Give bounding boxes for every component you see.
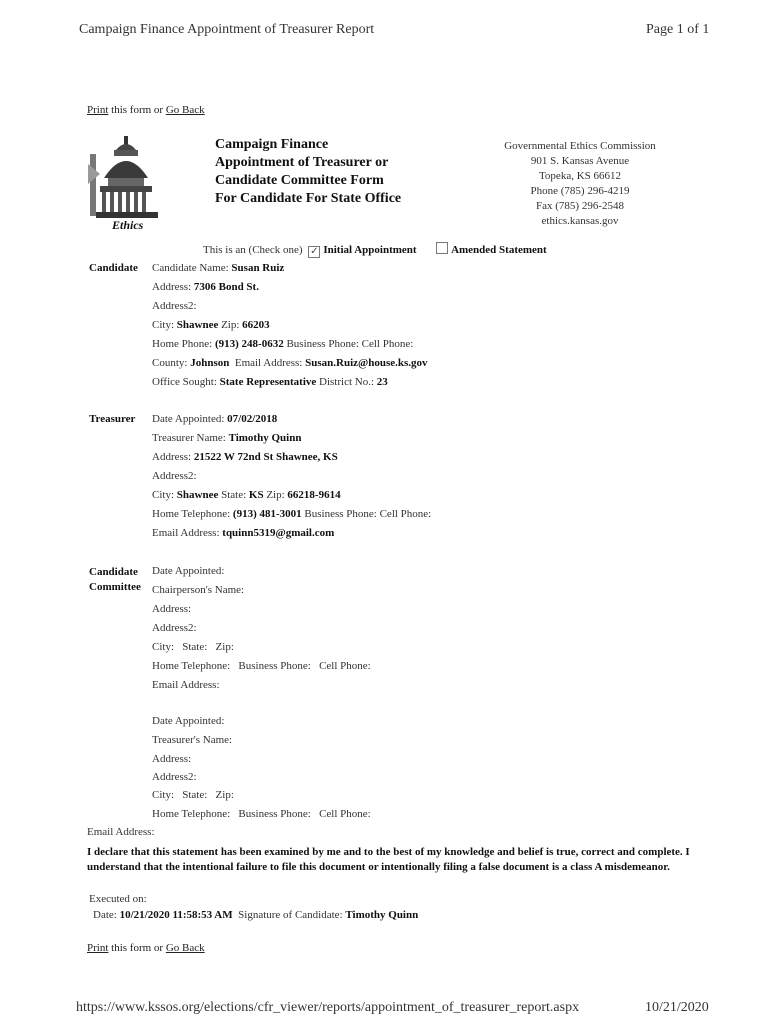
top-nav — [87, 104, 205, 116]
committee-date-row: Date Appointed: — [152, 565, 225, 577]
go-back-link[interactable]: Go Back — [165, 104, 205, 116]
section-label-line: Committee — [89, 581, 141, 593]
treasurer-email: tquinn5319@gmail.com — [222, 527, 335, 539]
footer-date: 10/21/2020 — [645, 1000, 709, 1015]
field-label: Address: — [152, 451, 192, 463]
form-title-line: Appointment of Treasurer or — [215, 155, 389, 170]
ctreasurer-phone-row: Home Telephone: Business Phone: Cell Phone: — [152, 808, 371, 820]
initial-appointment-checkbox[interactable]: ✓ — [310, 246, 319, 257]
bottom-nav — [87, 942, 205, 954]
treasurer-city-row — [152, 489, 341, 501]
field-label: Email Address: — [234, 357, 303, 369]
field-label: City: — [152, 319, 175, 331]
field-label: Email Address: — [152, 527, 220, 539]
signature: Timothy Quinn — [345, 909, 419, 921]
candidate-name: Susan Ruiz — [231, 262, 285, 274]
candidate-address2-row: Address2: — [152, 300, 197, 312]
field-label: Office Sought: — [152, 376, 217, 388]
nav-text: this form or — [111, 942, 164, 954]
ctreasurer-name-row: Treasurer's Name: — [152, 734, 233, 746]
form-title — [215, 136, 401, 208]
ethics-logo — [86, 134, 172, 234]
treasurer-phone-row — [152, 508, 431, 520]
candidate-zip: 66203 — [242, 319, 270, 331]
go-back-link[interactable]: Go Back — [165, 942, 205, 954]
treasurer-address: 21522 W 72nd St Shawnee, KS — [193, 451, 338, 463]
nav-text: this form or — [111, 104, 164, 116]
form-title-line: For Candidate For State Office — [215, 191, 402, 206]
treasurer-address2-row: Address2: — [152, 470, 197, 482]
field-label: Address: — [152, 281, 192, 293]
treasurer-date: 07/02/2018 — [227, 413, 278, 425]
treasurer-section-label: Treasurer — [89, 413, 136, 425]
treasurer-city: Shawnee — [176, 489, 219, 501]
candidate-office: State Representative — [219, 376, 317, 388]
executed-row — [93, 909, 418, 921]
committee-address2-row: Address2: — [152, 622, 197, 634]
field-label: State: — [221, 489, 247, 501]
field-label: Home Phone: — [152, 338, 213, 350]
candidate-county-row — [152, 357, 428, 369]
field-label: Date: — [93, 909, 117, 921]
ctreasurer-city-row: City: State: Zip: — [152, 789, 234, 801]
page-number: Page 1 of 1 — [646, 22, 710, 37]
field-label: Business Phone: — [304, 508, 377, 520]
field-label: City: — [152, 489, 175, 501]
executed-date: 10/21/2020 11:58:53 AM — [119, 909, 233, 921]
candidate-city: Shawnee — [176, 319, 219, 331]
field-label: Candidate Name: — [152, 262, 229, 274]
ctreasurer-email-row: Email Address: — [87, 826, 155, 838]
treasurer-date-row — [152, 413, 277, 425]
statement-type-row — [203, 242, 547, 258]
treasurer-home-phone: (913) 481-3001 — [232, 508, 302, 520]
form-title-line: Campaign Finance — [215, 137, 329, 152]
field-label: Signature of Candidate: — [238, 909, 343, 921]
candidate-office-row — [152, 376, 388, 388]
candidate-address: 7306 Bond St. — [193, 281, 259, 293]
committee-city-row: City: State: Zip: — [152, 641, 234, 653]
logo-text: Ethics — [112, 218, 144, 232]
candidate-section-label: Candidate — [89, 262, 138, 274]
field-label: Zip: — [221, 319, 240, 331]
ctreasurer-date-row: Date Appointed: — [152, 715, 225, 727]
committee-email-row: Email Address: — [152, 679, 220, 691]
declaration-text: I declare that this statement has been examined by me and to the best of my knowledge and belief is true, correct and complete. I understand that the intentional failure to file this document or intentionally filing a false document is a class A misdemeanor. — [87, 846, 690, 873]
field-label: Cell Phone: — [379, 508, 432, 520]
agency-address — [480, 139, 680, 229]
committee-phone-row: Home Telephone: Business Phone: Cell Phone: — [152, 660, 371, 672]
form-title-line: Candidate Committee Form — [215, 173, 384, 188]
field-label: Treasurer Name: — [152, 432, 226, 444]
committee-address-row: Address: — [152, 603, 192, 615]
treasurer-zip: 66218-9614 — [287, 489, 341, 501]
committee-section-label — [89, 565, 141, 595]
ctreasurer-address-row: Address: — [152, 753, 192, 765]
candidate-address-row — [152, 281, 259, 293]
candidate-county: Johnson — [190, 357, 230, 369]
print-link[interactable]: Print — [87, 104, 109, 116]
treasurer-name: Timothy Quinn — [228, 432, 302, 444]
committee-chair-row: Chairperson's Name: — [152, 584, 245, 596]
field-label: Cell Phone: — [361, 338, 414, 350]
agency-line: Fax (785) 296-2548 — [536, 200, 624, 212]
candidate-home-phone: (913) 248-0632 — [214, 338, 284, 350]
treasurer-name-row — [152, 432, 301, 444]
field-label: Date Appointed: — [152, 413, 225, 425]
field-label: Zip: — [266, 489, 285, 501]
candidate-phone-row — [152, 338, 413, 350]
amended-statement-checkbox[interactable] — [436, 242, 448, 254]
check-prompt: This is an (Check one) — [203, 244, 303, 256]
agency-line: Phone (785) 296-4219 — [530, 185, 630, 197]
treasurer-state: KS — [248, 489, 264, 501]
treasurer-address-row — [152, 451, 338, 463]
agency-line: 901 S. Kansas Avenue — [530, 155, 630, 167]
initial-appointment-label: Initial Appointment — [323, 244, 417, 256]
footer-url: https://www.kssos.org/elections/cfr_viewer/reports/appointment_of_treasurer_report.aspx — [76, 1000, 580, 1015]
field-label: District No.: — [319, 376, 375, 388]
candidate-email: Susan.Ruiz@house.ks.gov — [305, 357, 428, 369]
executed-label: Executed on: — [89, 893, 147, 905]
candidate-district: 23 — [376, 376, 388, 388]
candidate-name-row — [152, 262, 284, 274]
agency-line: Governmental Ethics Commission — [504, 140, 656, 152]
treasurer-email-row — [152, 527, 334, 539]
section-label-line: Candidate — [89, 566, 138, 578]
candidate-city-row — [152, 319, 270, 331]
field-label: Business Phone: — [286, 338, 359, 350]
field-label: County: — [152, 357, 188, 369]
agency-line: Topeka, KS 66612 — [538, 170, 622, 182]
field-label: Home Telephone: — [152, 508, 231, 520]
amended-statement-label: Amended Statement — [451, 244, 547, 256]
agency-line: ethics.kansas.gov — [541, 215, 619, 227]
print-link[interactable]: Print — [87, 942, 109, 954]
report-title: Campaign Finance Appointment of Treasurer Report — [79, 22, 375, 37]
ctreasurer-address2-row: Address2: — [152, 771, 197, 783]
